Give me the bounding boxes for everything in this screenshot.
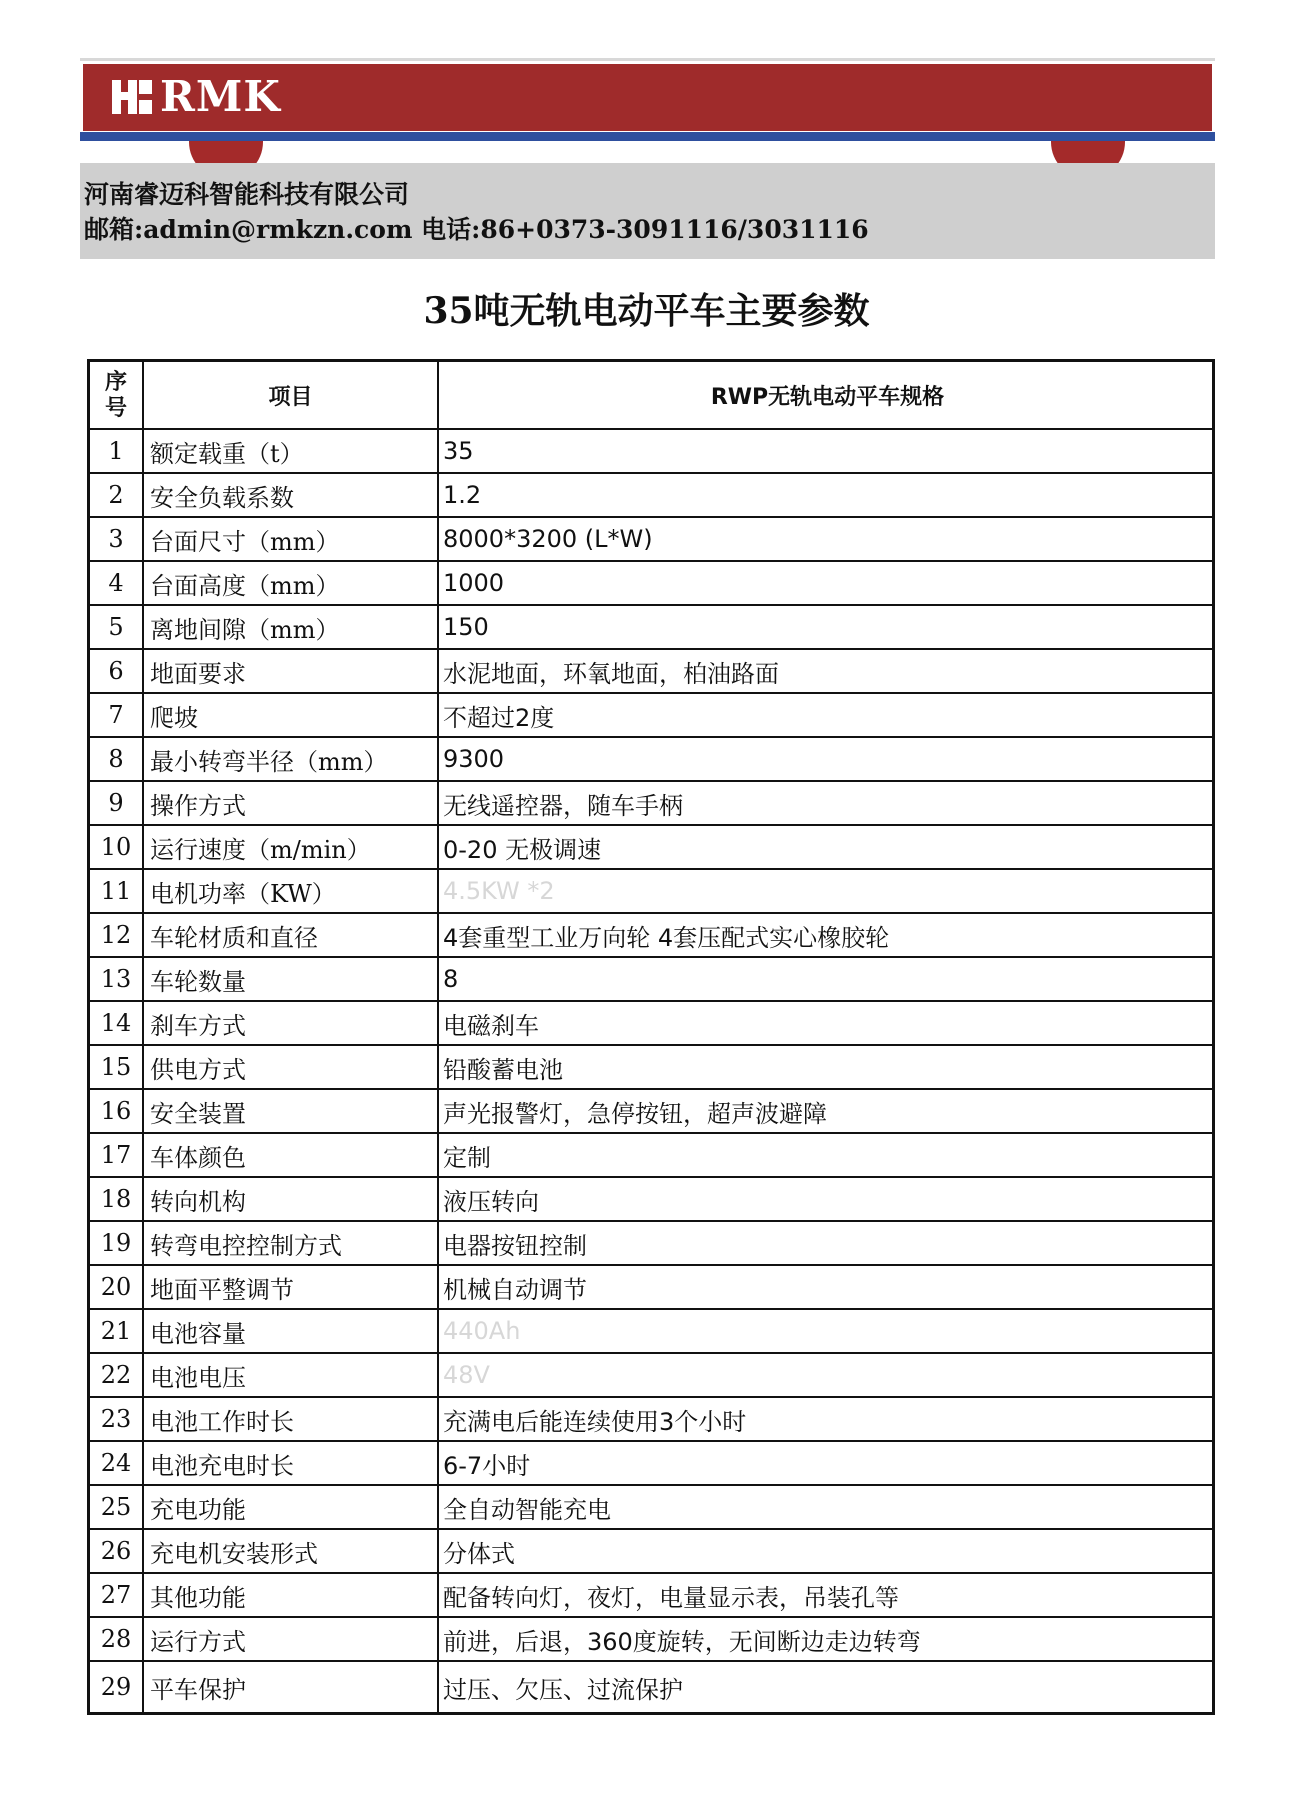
row-number: 24	[89, 1441, 144, 1485]
row-number: 15	[89, 1045, 144, 1089]
row-spec-value: 6-7小时	[438, 1441, 1214, 1485]
row-spec-value: 9300	[438, 737, 1214, 781]
row-item-label: 额定载重（t）	[143, 429, 438, 473]
header-no-label: 序 号	[104, 369, 127, 421]
row-item-label: 转向机构	[143, 1177, 438, 1221]
company-name: 河南睿迈科智能科技有限公司	[84, 180, 410, 209]
row-spec-value: 4套重型工业万向轮 4套压配式实心橡胶轮	[438, 913, 1214, 957]
row-item-label: 电池电压	[143, 1353, 438, 1397]
row-item-label: 地面平整调节	[143, 1265, 438, 1309]
row-item-label: 转弯电控控制方式	[143, 1221, 438, 1265]
page-title: 35吨无轨电动平车主要参数	[423, 290, 870, 332]
row-spec-value: 440Ah	[438, 1309, 1214, 1353]
company-info-box	[80, 163, 1215, 259]
row-item-label: 台面高度（mm）	[143, 561, 438, 605]
row-spec-value: 配备转向灯，夜灯，电量显示表，吊装孔等	[438, 1573, 1214, 1617]
header-no	[89, 361, 144, 430]
table-row	[89, 737, 1214, 781]
table-row	[89, 561, 1214, 605]
row-item-label: 安全负载系数	[143, 473, 438, 517]
table-row	[89, 1573, 1214, 1617]
table-row	[89, 1441, 1214, 1485]
row-spec-value: 全自动智能充电	[438, 1485, 1214, 1529]
row-item-label: 台面尺寸（mm）	[143, 517, 438, 561]
row-number: 3	[89, 517, 144, 561]
table-row	[89, 473, 1214, 517]
row-spec-value: 无线遥控器，随车手柄	[438, 781, 1214, 825]
row-number: 29	[89, 1661, 144, 1714]
row-number: 6	[89, 649, 144, 693]
table-row	[89, 1309, 1214, 1353]
row-item-label: 运行速度（m/min）	[143, 825, 438, 869]
row-item-label: 离地间隙（mm）	[143, 605, 438, 649]
row-number: 7	[89, 693, 144, 737]
row-spec-value: 声光报警灯，急停按钮，超声波避障	[438, 1089, 1214, 1133]
company-contact: 邮箱:admin@rmkzn.com 电话:86+0373-3091116/3031116	[84, 215, 869, 244]
table-row	[89, 825, 1214, 869]
banner-top-line	[80, 58, 1215, 61]
row-number: 19	[89, 1221, 144, 1265]
row-number: 20	[89, 1265, 144, 1309]
row-spec-value: 机械自动调节	[438, 1265, 1214, 1309]
row-item-label: 爬坡	[143, 693, 438, 737]
table-row	[89, 1177, 1214, 1221]
row-number: 23	[89, 1397, 144, 1441]
table-row	[89, 1089, 1214, 1133]
row-number: 26	[89, 1529, 144, 1573]
row-spec-value: 150	[438, 605, 1214, 649]
row-number: 16	[89, 1089, 144, 1133]
row-spec-value: 液压转向	[438, 1177, 1214, 1221]
row-spec-value: 1000	[438, 561, 1214, 605]
row-spec-value: 充满电后能连续使用3个小时	[438, 1397, 1214, 1441]
row-spec-value: 分体式	[438, 1529, 1214, 1573]
row-number: 27	[89, 1573, 144, 1617]
row-spec-value: 电磁刹车	[438, 1001, 1214, 1045]
logo-wordmark: RMK	[160, 72, 281, 121]
row-spec-value: 35	[438, 429, 1214, 473]
logo-mark-icon	[112, 80, 152, 114]
row-spec-value: 定制	[438, 1133, 1214, 1177]
row-item-label: 电池工作时长	[143, 1397, 438, 1441]
row-number: 12	[89, 913, 144, 957]
table-row	[89, 1265, 1214, 1309]
table-row	[89, 517, 1214, 561]
table-row	[89, 869, 1214, 913]
row-number: 2	[89, 473, 144, 517]
row-spec-value: 过压、欠压、过流保护	[438, 1661, 1214, 1714]
row-item-label: 操作方式	[143, 781, 438, 825]
row-number: 11	[89, 869, 144, 913]
row-spec-value: 8	[438, 957, 1214, 1001]
row-number: 21	[89, 1309, 144, 1353]
row-number: 14	[89, 1001, 144, 1045]
table-row	[89, 649, 1214, 693]
row-number: 22	[89, 1353, 144, 1397]
row-item-label: 供电方式	[143, 1045, 438, 1089]
table-row	[89, 429, 1214, 473]
spec-table	[87, 359, 1215, 1715]
row-number: 17	[89, 1133, 144, 1177]
banner-blue-stripe	[80, 132, 1215, 141]
table-row	[89, 1045, 1214, 1089]
row-item-label: 刹车方式	[143, 1001, 438, 1045]
row-item-label: 安全装置	[143, 1089, 438, 1133]
table-row	[89, 1485, 1214, 1529]
table-row	[89, 1133, 1214, 1177]
row-spec-value: 电器按钮控制	[438, 1221, 1214, 1265]
row-spec-value: 8000*3200 (L*W)	[438, 517, 1214, 561]
row-spec-value: 1.2	[438, 473, 1214, 517]
row-number: 4	[89, 561, 144, 605]
row-item-label: 车轮材质和直径	[143, 913, 438, 957]
table-row	[89, 1001, 1214, 1045]
row-number: 25	[89, 1485, 144, 1529]
table-row	[89, 913, 1214, 957]
row-number: 5	[89, 605, 144, 649]
row-number: 1	[89, 429, 144, 473]
row-spec-value: 不超过2度	[438, 693, 1214, 737]
row-spec-value: 铅酸蓄电池	[438, 1045, 1214, 1089]
row-number: 9	[89, 781, 144, 825]
header-item: 项目	[143, 361, 438, 430]
row-item-label: 最小转弯半径（mm）	[143, 737, 438, 781]
table-row	[89, 1397, 1214, 1441]
row-spec-value: 0-20 无极调速	[438, 825, 1214, 869]
table-header-row	[89, 361, 1214, 430]
table-row	[89, 1529, 1214, 1573]
table-row	[89, 693, 1214, 737]
table-row	[89, 605, 1214, 649]
row-spec-value: 前进，后退，360度旋转，无间断边走边转弯	[438, 1617, 1214, 1661]
table-row	[89, 781, 1214, 825]
row-item-label: 电池容量	[143, 1309, 438, 1353]
header-spec: RWP无轨电动平车规格	[438, 361, 1214, 430]
row-item-label: 运行方式	[143, 1617, 438, 1661]
table-row	[89, 1661, 1214, 1714]
table-row	[89, 1353, 1214, 1397]
row-number: 8	[89, 737, 144, 781]
row-spec-value: 水泥地面，环氧地面，柏油路面	[438, 649, 1214, 693]
row-spec-value: 48V	[438, 1353, 1214, 1397]
row-item-label: 车轮数量	[143, 957, 438, 1001]
table-row	[89, 957, 1214, 1001]
row-item-label: 地面要求	[143, 649, 438, 693]
row-item-label: 平车保护	[143, 1661, 438, 1714]
row-item-label: 车体颜色	[143, 1133, 438, 1177]
row-number: 13	[89, 957, 144, 1001]
table-row	[89, 1617, 1214, 1661]
row-number: 18	[89, 1177, 144, 1221]
row-item-label: 充电机安装形式	[143, 1529, 438, 1573]
row-item-label: 其他功能	[143, 1573, 438, 1617]
row-item-label: 电机功率（KW）	[143, 869, 438, 913]
row-spec-value: 4.5KW *2	[438, 869, 1214, 913]
row-item-label: 充电功能	[143, 1485, 438, 1529]
table-row	[89, 1221, 1214, 1265]
row-number: 10	[89, 825, 144, 869]
row-number: 28	[89, 1617, 144, 1661]
row-item-label: 电池充电时长	[143, 1441, 438, 1485]
